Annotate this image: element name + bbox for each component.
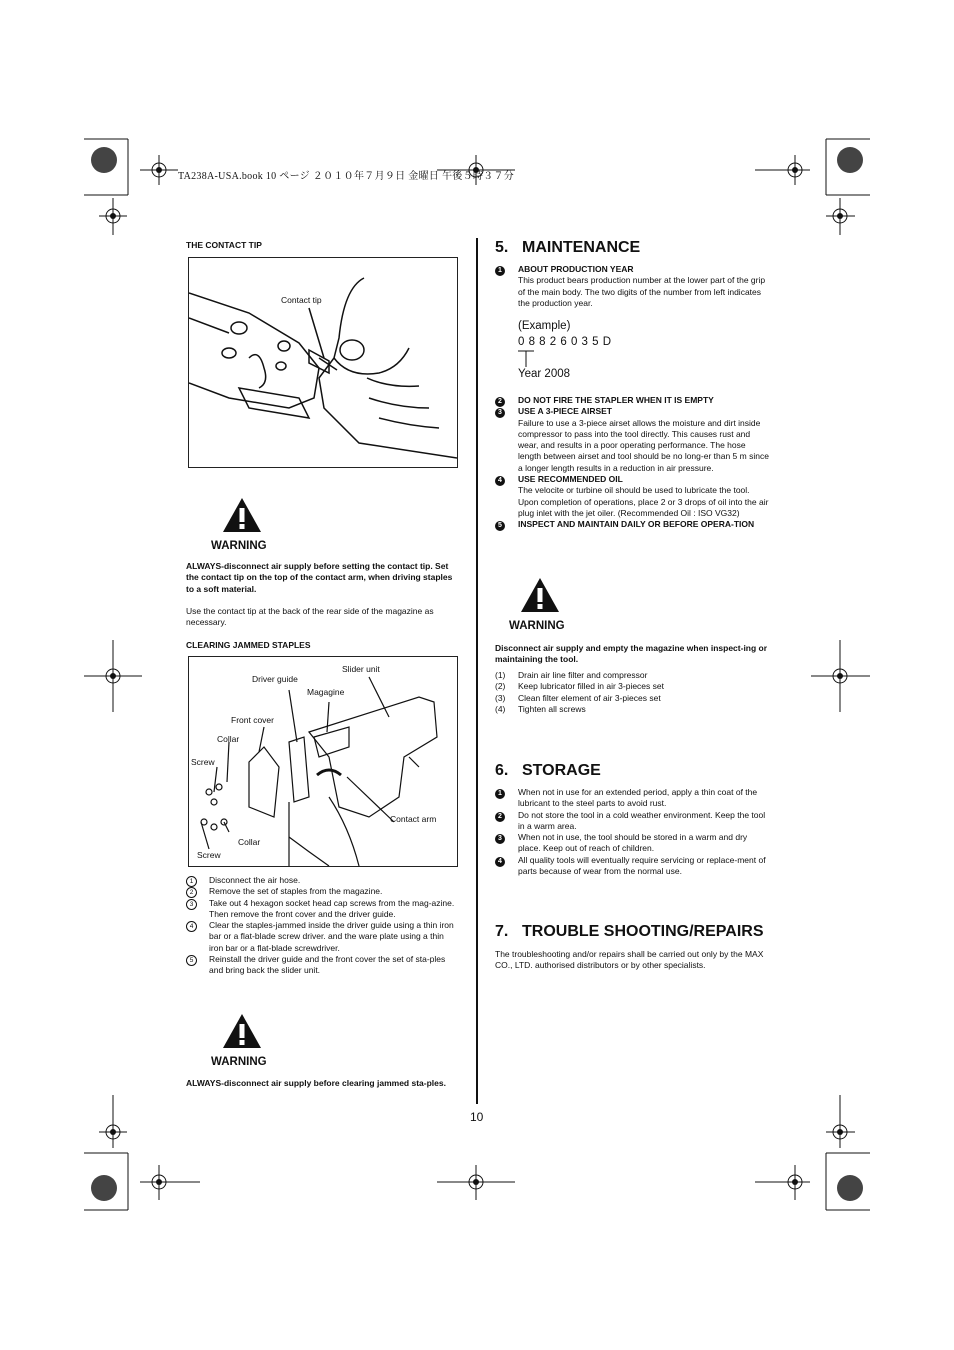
storage-item: 1 When not in use for an extended period, apply a thin coat of the lubricant to the steel parts to avoid rust. — [495, 787, 770, 810]
step-item: 5 Reinstall the driver guide and the front cover the set of sta-ples and bring back the slider unit. — [186, 954, 460, 977]
step-item: 3 Take out 4 hexagon socket head cap screws from the mag-azine. Then remove the front cover and the driver guide. — [186, 898, 460, 921]
check-item: (1) Drain air line filter and compressor — [495, 670, 648, 680]
callout-magagine: Magagine — [307, 687, 345, 697]
maintenance-items-2-5 — [495, 395, 770, 531]
contact-tip-usage-text: Use the contact tip at the back of the rear side of the magazine as necessary. — [186, 606, 434, 628]
example-code: 0 8 8 2 6 0 3 5 D — [518, 336, 612, 348]
example-year: Year 2008 — [518, 368, 571, 380]
contact-tip-figure — [188, 257, 458, 468]
step-item: 2 Remove the set of staples from the magazine. — [186, 886, 460, 897]
maintenance-item-5: 5 INSPECT AND MAINTAIN DAILY OR BEFORE OPERA-TION — [495, 519, 770, 530]
example-label: (Example) — [518, 320, 571, 332]
year-bracket — [514, 350, 538, 368]
inspection-checklist — [495, 670, 770, 715]
callout-front-cover: Front cover — [231, 715, 274, 725]
maintenance-item-1: 1 ABOUT PRODUCTION YEAR This product bears production number at the lower part of the grip of the main body. The two digits of the number from left indicates the production year. — [495, 264, 770, 309]
callout-driver-guide: Driver guide — [252, 674, 298, 684]
storage-title: 6. STORAGE — [495, 762, 601, 779]
clearing-jammed-heading: CLEARING JAMMED STAPLES — [186, 640, 311, 650]
callout-screw-top: Screw — [191, 757, 215, 767]
warning-icon — [222, 497, 262, 533]
trouble-shooting-text: The troubleshooting and/or repairs shall be carried out only by the MAX CO., LTD. authorised distributors or by other specialists. — [495, 949, 764, 971]
contact-tip-callout: Contact tip — [281, 295, 322, 305]
warning-text-1: ALWAYS-disconnect air supply before setting the contact tip. Set the contact tip on the top of the contact arm, when driving staples to a soft material. — [186, 561, 453, 594]
callout-slider-unit: Slider unit — [342, 664, 380, 674]
storage-item: 4 All quality tools will eventually require servicing or replace-ment of parts because of wear from the normal use. — [495, 855, 770, 878]
check-item: (2) Keep lubricator filled in air 3-pieces set — [495, 681, 664, 692]
warning-label-2: WARNING — [211, 1056, 267, 1068]
column-divider — [476, 238, 478, 1104]
step-item: 4 Clear the staples-jammed inside the driver guide using a thin iron bar or a flat-blade screw driver. and the ware plate using a thin iron bar or a flat-blade screwdriver. — [186, 920, 460, 954]
maintenance-item-2: 2 DO NOT FIRE THE STAPLER WHEN IT IS EMPTY — [495, 395, 770, 406]
step-item: 1 Disconnect the air hose. — [186, 875, 460, 886]
warning-text-2: ALWAYS-disconnect air supply before clearing jammed sta-ples. — [186, 1078, 446, 1088]
storage-list — [495, 787, 770, 877]
storage-item: 2 Do not store the tool in a cold weather environment. Keep the tool in a warm area. — [495, 810, 770, 833]
callout-collar-top: Collar — [217, 734, 240, 744]
warning-icon — [520, 577, 560, 613]
warning-icon — [222, 1013, 262, 1049]
maintenance-title: 5. MAINTENANCE — [495, 239, 641, 256]
check-item: (3) Clean filter element of air 3-pieces set — [495, 692, 661, 703]
page-number: 10 — [470, 1110, 484, 1124]
contact-tip-illustration — [189, 258, 457, 467]
clearing-steps-list — [186, 875, 460, 977]
maintenance-warning-text: Disconnect air supply and empty the magazine when inspect-ing or maintaining the tool. — [495, 643, 768, 665]
check-item: (4) Tighten all screws — [495, 703, 586, 714]
maintenance-item-4: 4 USE RECOMMENDED OIL The velocite or turbine oil should be used to lubricate the tool. Upon completion of operations, place 2 or 3 drops of oil into the air plug inlet with the jet oiler. (Recommended Oil : ISO VG32) — [495, 474, 770, 519]
storage-item: 3 When not in use, the tool should be stored in a warm and dry place. Keep out of reach of children. — [495, 832, 770, 855]
warning-label-1: WARNING — [211, 540, 267, 552]
contact-tip-heading: THE CONTACT TIP — [186, 240, 262, 250]
print-header: TA238A-USA.book 10 ページ ２０１０年７月９日 金曜日 午後５時３７分 — [178, 171, 515, 182]
callout-collar-bottom: Collar — [238, 837, 261, 847]
callout-contact-arm: Contact arm — [390, 814, 437, 824]
trouble-shooting-title: 7. TROUBLE SHOOTING/REPAIRS — [495, 923, 764, 940]
maintenance-warning-label: WARNING — [509, 620, 565, 632]
clearing-jam-figure — [188, 656, 458, 867]
callout-screw-bottom: Screw — [197, 850, 221, 860]
maintenance-item-3: 3 USE A 3-PIECE AIRSET Failure to use a 3-piece airset allows the moisture and dirt inside compressor to pass into the tool directly. This causes rust and wear, and results in a poor operating performance. The hose length between airset and tool should be no long-er than 5 m since a longer length results in a reduction in air pressure. — [495, 406, 770, 474]
